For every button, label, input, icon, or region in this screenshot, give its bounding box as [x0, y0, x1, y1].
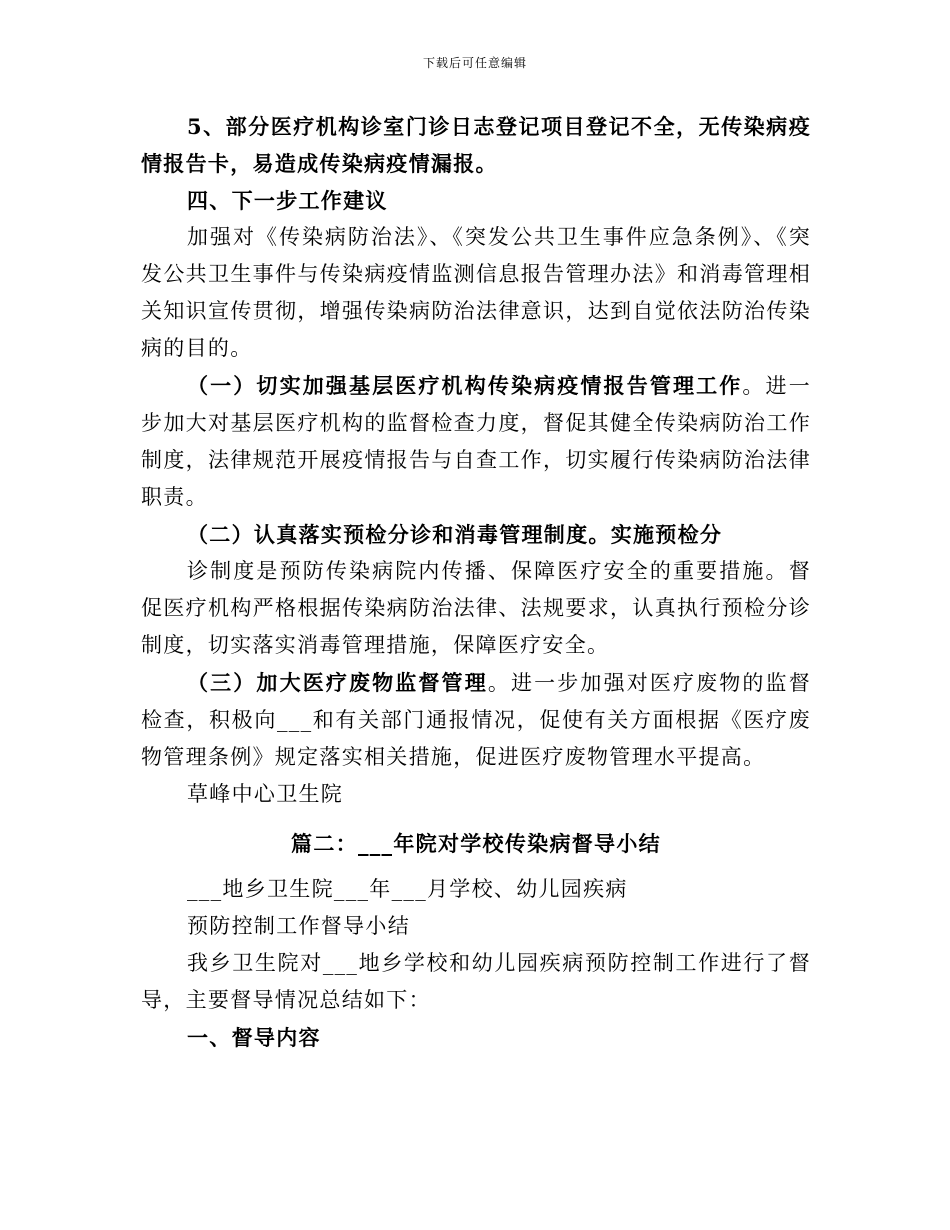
subsection-3-title: （三）加大医疗废物监督管理 [187, 670, 488, 695]
intro-paragraph: 加强对《传染病防治法》、《突发公共卫生事件应急条例》、《突发公共卫生事件与传染病疫情监测信息报告管理办法》和消毒管理相关知识宣传贯彻，增强传染病防治法律意识，达到自觉依法防治传染病的目的。 [141, 225, 811, 360]
page-header: 下载后可任意编辑 [422, 56, 527, 70]
section-2-line-1: ___地乡卫生院___年___月学校、幼儿园疾病 [187, 877, 628, 901]
section-2-intro: 我乡卫生院对___地乡学校和幼儿园疾病预防控制工作进行了督导，主要督导情况总结如下： [141, 951, 811, 1012]
subsection-2-title: （二）认真落实预检分诊和消毒管理制度。实施预检分 [187, 522, 723, 547]
subsection-2-body: 诊制度是预防传染病院内传播、保障医疗安全的重要措施。督促医疗机构严格根据传染病防治法律、法规要求，认真执行预检分诊制度，切实落实消毒管理措施，保障医疗安全。 [141, 559, 811, 657]
signature: 草峰中心卫生院 [187, 782, 344, 806]
section-2-title: 篇二：___年院对学校传染病督导小结 [291, 831, 661, 856]
document-body [141, 108, 811, 1056]
section-heading-next-steps: 四、下一步工作建议 [187, 188, 388, 213]
subsection-3 [141, 664, 811, 776]
subsection-1-body: 。进一步加大对基层医疗机构的监督检查力度，督促其健全传染病防治工作制度，法律规范开展疫情报告与自查工作，切实履行传染病防治法律职责。 [141, 374, 811, 509]
section-2-heading-1: 一、督导内容 [187, 1025, 321, 1050]
section-2-line-2: 预防控制工作督导小结 [187, 914, 410, 938]
item-5-paragraph: 5、部分医疗机构诊室门诊日志登记项目登记不全，无传染病疫情报告卡，易造成传染病疫情漏报。 [141, 114, 811, 176]
subsection-1-title: （一）切实加强基层医疗机构传染病疫情报告管理工作 [187, 373, 743, 398]
subsection-1 [141, 367, 811, 516]
subsection-3-body: 。进一步加强对医疗废物的监督检查，积极向___和有关部门通报情况，促使有关方面根据《医疗废物管理条例》规定落实相关措施，促进医疗废物管理水平提高。 [141, 671, 812, 769]
